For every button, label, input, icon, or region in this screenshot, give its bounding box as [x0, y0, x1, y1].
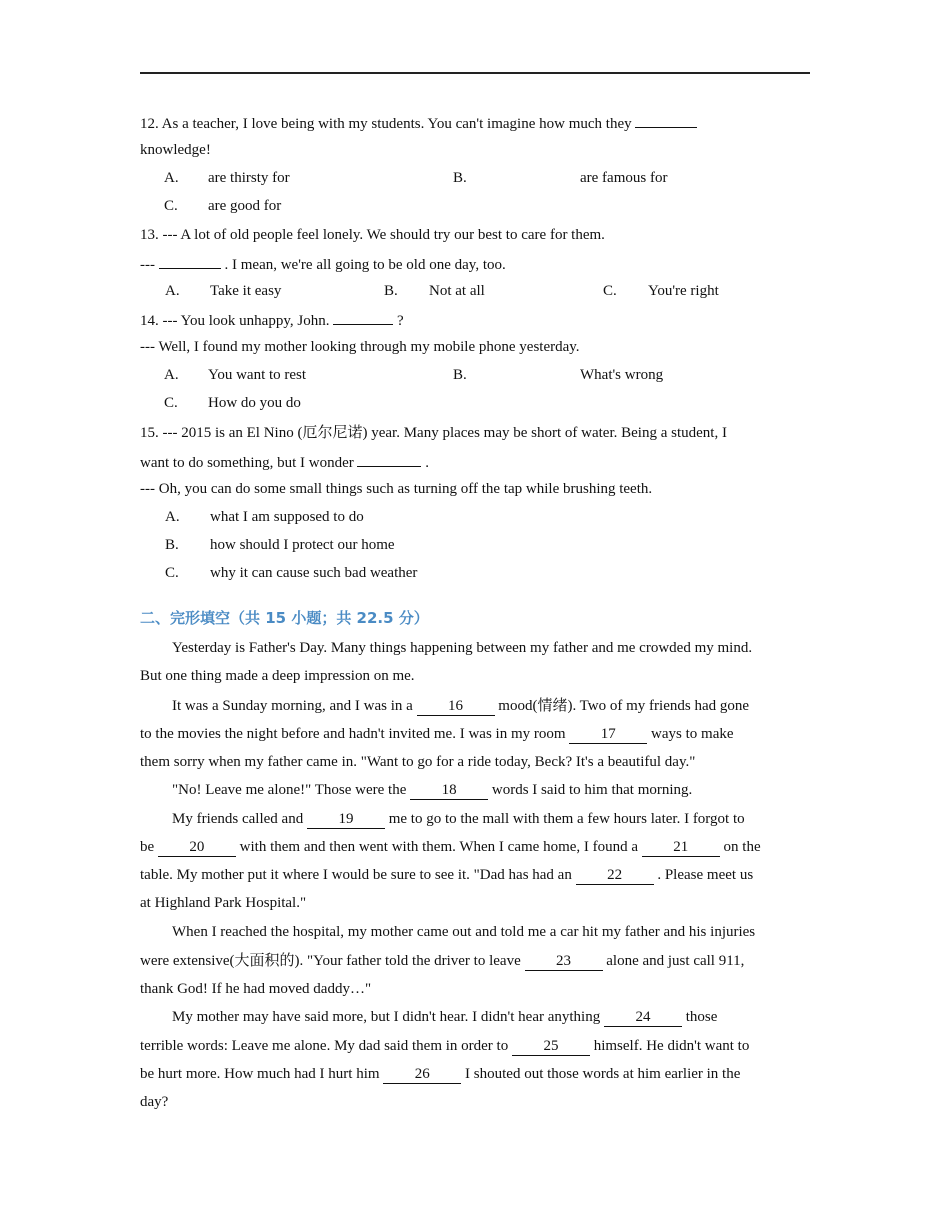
q13-option-b-text[interactable]: Not at all — [429, 283, 485, 299]
passage-line: day? — [140, 1094, 169, 1110]
passage-text: It was a Sunday morning, and I was in a — [172, 698, 417, 714]
cloze-blank-22: 22 — [576, 866, 654, 885]
passage-line — [140, 951, 744, 971]
q14-stem-post: ? — [393, 313, 404, 329]
q12-stem — [140, 112, 697, 134]
header-rule — [140, 72, 810, 74]
q14-option-a-letter[interactable]: A. — [164, 367, 179, 383]
passage-line: But one thing made a deep impression on me. — [140, 668, 415, 684]
cloze-blank-19: 19 — [307, 810, 385, 829]
passage-text: alone and just call 911, — [602, 953, 745, 969]
q14-option-b-text[interactable]: What's wrong — [580, 367, 664, 383]
passage-text: My mother may have said more, but I didn't hear. I didn't hear anything — [172, 1009, 604, 1025]
q15-option-b-text[interactable]: how should I protect our home — [210, 537, 395, 553]
passage-text: mood(情绪). Two of my friends had gone — [494, 698, 750, 714]
q12-stem-text: 12. As a teacher, I love being with my students. You can't imagine how much they — [140, 116, 636, 132]
q15-stem-cont-post: . — [421, 455, 429, 471]
passage-text: those — [681, 1009, 718, 1025]
answer-blank — [357, 451, 421, 467]
cloze-blank-18: 18 — [410, 781, 488, 800]
passage-text: words I said to him that morning. — [488, 782, 693, 798]
passage-line: Yesterday is Father's Day. Many things happening between my father and me crowded my mind. — [172, 640, 753, 656]
q13-option-b-letter[interactable]: B. — [384, 283, 398, 299]
passage-line — [140, 724, 734, 744]
passage-text: me to go to the mall with them a few hours later. I forgot to — [384, 811, 745, 827]
passage-line: at Highland Park Hospital." — [140, 895, 307, 911]
q14-option-c-text[interactable]: How do you do — [208, 395, 301, 411]
passage-line: When I reached the hospital, my mother came out and told me a car hit my father and his injuries — [172, 924, 756, 940]
passage-line — [172, 780, 692, 800]
q13-option-c-text[interactable]: You're right — [648, 283, 719, 299]
passage-text: . Please meet us — [653, 867, 754, 883]
passage-text: terrible words: Leave me alone. My dad said them in order to — [140, 1038, 512, 1054]
passage-line — [172, 696, 749, 716]
passage-text: be hurt more. How much had I hurt him — [140, 1066, 384, 1082]
q14-stem-pre: 14. --- You look unhappy, John. — [140, 313, 334, 329]
q13-response — [140, 253, 506, 275]
q14-option-b-letter[interactable]: B. — [453, 367, 467, 383]
cloze-blank-17: 17 — [569, 725, 647, 744]
passage-text: were extensive(大面积的). "Your father told the driver to leave — [140, 953, 525, 969]
passage-line — [140, 837, 761, 857]
q13-response-post: . I mean, we're all going to be old one day, too. — [220, 257, 506, 273]
passage-line — [172, 809, 745, 829]
q15-stem-cont-pre: want to do something, but I wonder — [140, 455, 358, 471]
q12-stem-cont: knowledge! — [140, 142, 211, 158]
passage-text: be — [140, 839, 158, 855]
q15-option-c-letter[interactable]: C. — [165, 565, 179, 581]
q14-response: --- Well, I found my mother looking through my mobile phone yesterday. — [140, 339, 580, 355]
passage-line — [140, 865, 753, 885]
section-heading-cloze: 二、完形填空（共 15 小题；共 22.5 分） — [140, 609, 429, 627]
passage-text: with them and then went with them. When I came home, I found a — [235, 839, 642, 855]
q15-stem: 15. --- 2015 is an El Nino (厄尔尼诺) year. Many places may be short of water. Being a student, I — [140, 425, 727, 441]
q14-option-c-letter[interactable]: C. — [164, 395, 178, 411]
cloze-blank-26: 26 — [383, 1065, 461, 1084]
passage-line: them sorry when my father came in. "Want to go for a ride today, Beck? It's a beautiful day." — [140, 754, 696, 770]
q15-option-c-text[interactable]: why it can cause such bad weather — [210, 565, 418, 581]
passage-text: to the movies the night before and hadn't invited me. I was in my room — [140, 726, 570, 742]
passage-text: on the — [719, 839, 761, 855]
passage-line — [140, 1064, 740, 1084]
q14-stem — [140, 309, 404, 331]
cloze-blank-25: 25 — [512, 1037, 590, 1056]
passage-text: "No! Leave me alone!" Those were the — [172, 782, 411, 798]
q12-option-a-letter[interactable]: A. — [164, 170, 179, 186]
q13-option-c-letter[interactable]: C. — [603, 283, 617, 299]
q12-option-a-text[interactable]: are thirsty for — [208, 170, 290, 186]
q13-response-pre: --- — [140, 257, 159, 273]
passage-text: ways to make — [647, 726, 734, 742]
passage-text: himself. He didn't want to — [589, 1038, 750, 1054]
q15-stem-cont — [140, 451, 429, 473]
cloze-blank-20: 20 — [158, 838, 236, 857]
passage-text: My friends called and — [172, 811, 307, 827]
q13-option-a-text[interactable]: Take it easy — [210, 283, 282, 299]
q13-stem: 13. --- A lot of old people feel lonely. We should try our best to care for them. — [140, 227, 605, 243]
q12-option-b-text[interactable]: are famous for — [580, 170, 668, 186]
q15-option-a-letter[interactable]: A. — [165, 509, 180, 525]
answer-blank — [159, 253, 221, 269]
q12-option-c-letter[interactable]: C. — [164, 198, 178, 214]
q15-response: --- Oh, you can do some small things such as turning off the tap while brushing teeth. — [140, 481, 653, 497]
passage-text: I shouted out those words at him earlier in the — [461, 1066, 741, 1082]
passage-line — [140, 1036, 749, 1056]
cloze-blank-23: 23 — [525, 952, 603, 971]
answer-blank — [635, 112, 697, 128]
q14-option-a-text[interactable]: You want to rest — [208, 367, 307, 383]
q15-option-a-text[interactable]: what I am supposed to do — [210, 509, 364, 525]
q15-option-b-letter[interactable]: B. — [165, 537, 179, 553]
cloze-blank-16: 16 — [417, 697, 495, 716]
cloze-blank-24: 24 — [604, 1008, 682, 1027]
q13-option-a-letter[interactable]: A. — [165, 283, 180, 299]
answer-blank — [333, 309, 393, 325]
passage-text: table. My mother put it where I would be sure to see it. "Dad has had an — [140, 867, 576, 883]
q12-option-c-text[interactable]: are good for — [208, 198, 282, 214]
passage-line: thank God! If he had moved daddy…" — [140, 981, 372, 997]
q12-option-b-letter[interactable]: B. — [453, 170, 467, 186]
cloze-blank-21: 21 — [642, 838, 720, 857]
passage-line — [172, 1007, 717, 1027]
